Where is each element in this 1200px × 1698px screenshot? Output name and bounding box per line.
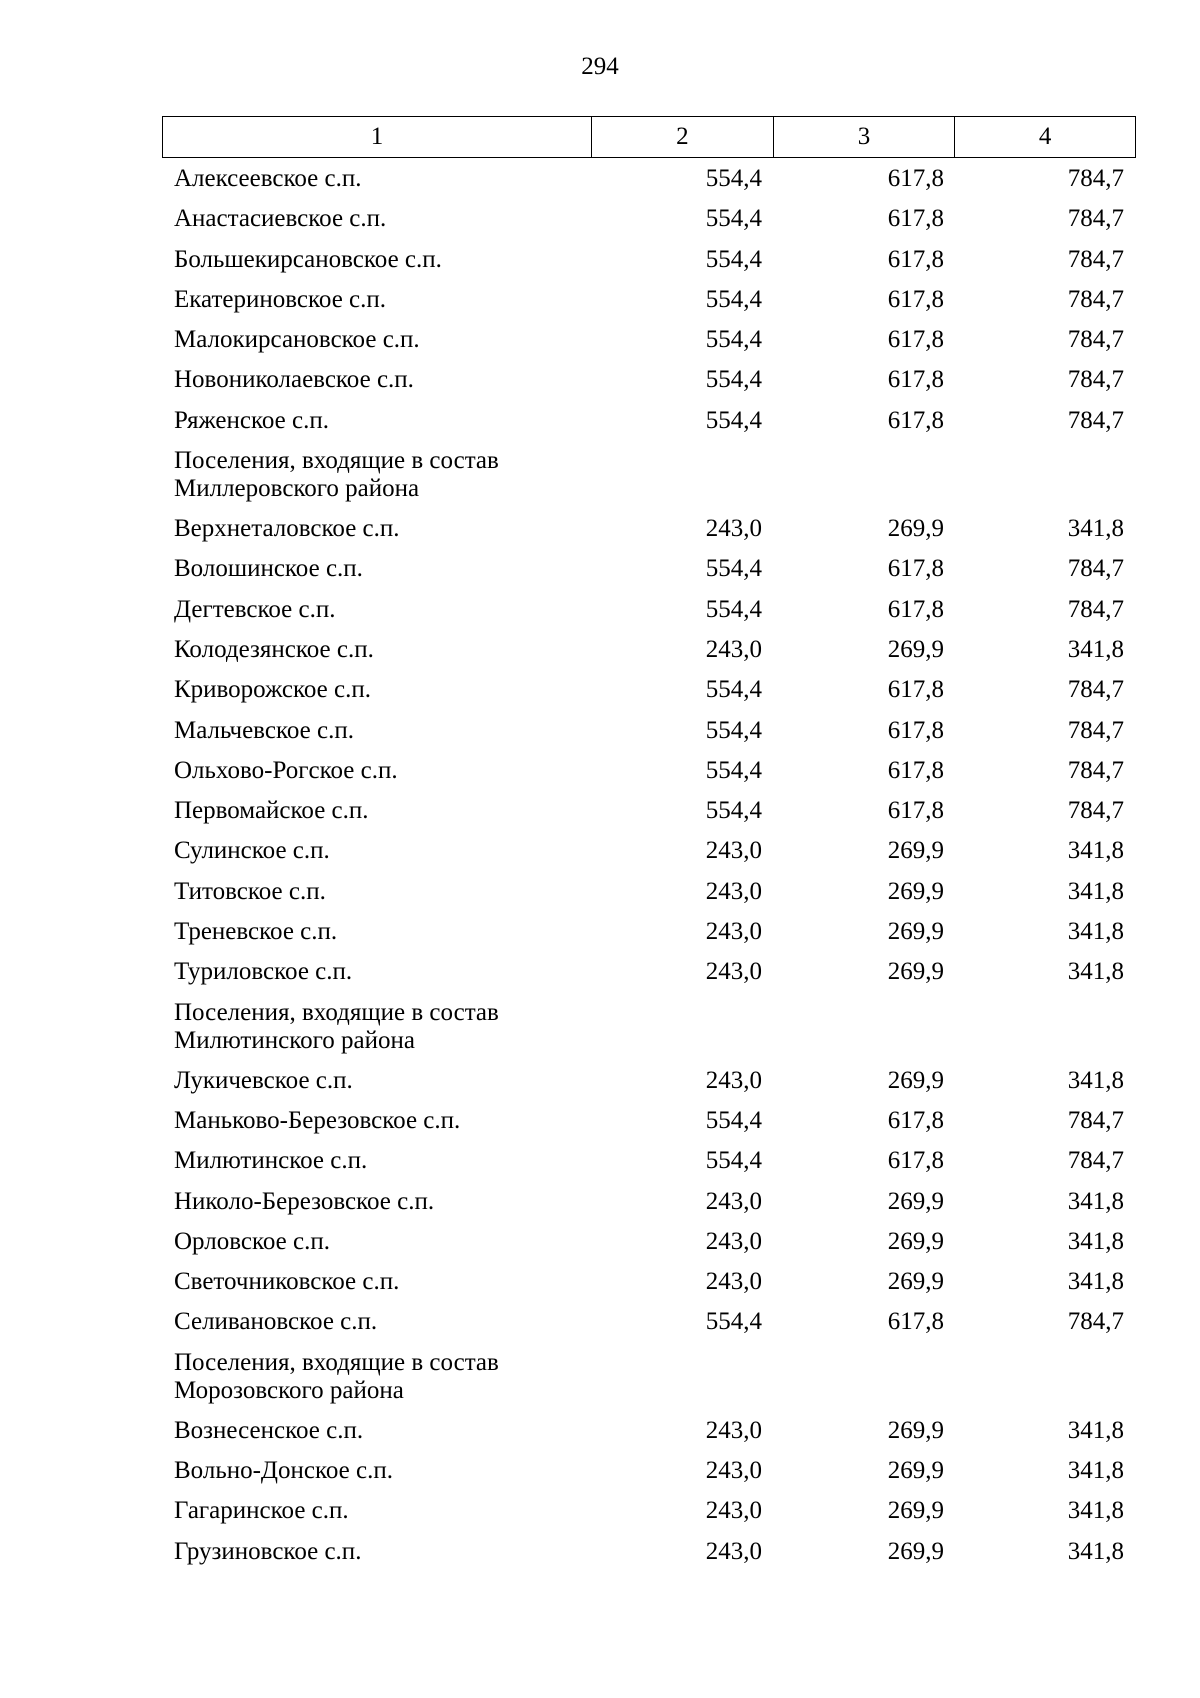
value-col-4: 784,7: [1067, 326, 1124, 354]
value-col-4: 341,8: [1067, 1187, 1124, 1215]
table-row: [162, 670, 1136, 710]
settlement-name: Сулинское с.п.: [174, 837, 330, 865]
value-col-3: 617,8: [887, 756, 944, 784]
value-col-4: 784,7: [1067, 285, 1124, 313]
table-row: [162, 1262, 1136, 1302]
settlement-name: Ольхово-Рогское с.п.: [174, 756, 398, 784]
value-col-3: 617,8: [887, 595, 944, 623]
value-col-4: 784,7: [1067, 1106, 1124, 1134]
settlement-name: Гагаринское с.п.: [174, 1497, 349, 1525]
settlement-name: Верхнеталовское с.п.: [174, 515, 400, 543]
table-row: [162, 590, 1136, 630]
value-col-4: 784,7: [1067, 366, 1124, 394]
settlement-name: Мальчевское с.п.: [174, 716, 354, 744]
value-col-3: 617,8: [887, 245, 944, 273]
group-heading: Поселения, входящие в состав Морозовского района: [174, 1348, 499, 1404]
value-col-3: 617,8: [887, 676, 944, 704]
value-col-3: 617,8: [887, 165, 944, 192]
value-col-2: 243,0: [705, 1066, 762, 1094]
column-header-1: 1: [163, 117, 592, 157]
value-col-4: 784,7: [1067, 797, 1124, 825]
value-col-3: 269,9: [887, 1416, 944, 1444]
table-row: [162, 159, 1136, 199]
settlement-name: Большекирсановское с.п.: [174, 245, 442, 273]
table-row: [162, 320, 1136, 360]
table-row: [162, 360, 1136, 400]
column-header-2: 2: [592, 117, 774, 157]
table-row: [162, 1302, 1136, 1342]
settlement-name: Вознесенское с.п.: [174, 1416, 364, 1444]
value-col-2: 554,4: [705, 1147, 762, 1175]
value-col-2: 554,4: [705, 406, 762, 434]
settlement-name: Алексеевское с.п.: [174, 165, 362, 192]
settlement-name: Селивановское с.п.: [174, 1308, 378, 1336]
value-col-3: 269,9: [887, 877, 944, 905]
value-col-2: 554,4: [705, 1106, 762, 1134]
value-col-3: 617,8: [887, 716, 944, 744]
table-row: [162, 1532, 1136, 1572]
value-col-4: 341,8: [1067, 515, 1124, 543]
value-col-4: 341,8: [1067, 1268, 1124, 1296]
value-col-3: 617,8: [887, 1106, 944, 1134]
table-row: [162, 1141, 1136, 1181]
settlement-name: Колодезянское с.п.: [174, 635, 374, 663]
table-row: [162, 401, 1136, 441]
table-row: [162, 1411, 1136, 1451]
value-col-2: 243,0: [705, 877, 762, 905]
value-col-2: 243,0: [705, 635, 762, 663]
settlement-name: Титовское с.п.: [174, 877, 326, 905]
value-col-4: 341,8: [1067, 1457, 1124, 1485]
table-row: [162, 1222, 1136, 1262]
settlement-name: Новониколаевское с.п.: [174, 366, 414, 394]
settlement-name: Анастасиевское с.п.: [174, 205, 387, 233]
group-heading-row: [162, 441, 1136, 509]
group-heading: Поселения, входящие в состав Милютинского района: [174, 998, 499, 1054]
settlement-name: Маньково-Березовское с.п.: [174, 1106, 461, 1134]
value-col-3: 617,8: [887, 1147, 944, 1175]
table-row: [162, 549, 1136, 589]
table-row: [162, 751, 1136, 791]
table-row: [162, 1101, 1136, 1141]
value-col-2: 554,4: [705, 1308, 762, 1336]
value-col-4: 341,8: [1067, 1497, 1124, 1525]
value-col-3: 617,8: [887, 326, 944, 354]
value-col-4: 784,7: [1067, 1308, 1124, 1336]
table-row: [162, 912, 1136, 952]
value-col-3: 617,8: [887, 797, 944, 825]
value-col-4: 784,7: [1067, 716, 1124, 744]
settlement-name: Туриловское с.п.: [174, 958, 353, 986]
value-col-4: 784,7: [1067, 205, 1124, 233]
value-col-4: 784,7: [1067, 1147, 1124, 1175]
value-col-3: 269,9: [887, 837, 944, 865]
value-col-2: 243,0: [705, 1268, 762, 1296]
value-col-2: 243,0: [705, 1497, 762, 1525]
value-col-4: 341,8: [1067, 1066, 1124, 1094]
value-col-3: 269,9: [887, 958, 944, 986]
value-col-4: 784,7: [1067, 555, 1124, 583]
table-row: [162, 872, 1136, 912]
value-col-4: 341,8: [1067, 958, 1124, 986]
value-col-3: 269,9: [887, 515, 944, 543]
page-number: 294: [581, 53, 619, 80]
value-col-2: 243,0: [705, 1187, 762, 1215]
table-row: [162, 831, 1136, 871]
column-header-3: 3: [774, 117, 956, 157]
value-col-4: 784,7: [1067, 245, 1124, 273]
value-col-2: 243,0: [705, 1227, 762, 1255]
value-col-4: 341,8: [1067, 1537, 1124, 1565]
table-row: [162, 1182, 1136, 1222]
value-col-4: 341,8: [1067, 1227, 1124, 1255]
value-col-4: 784,7: [1067, 756, 1124, 784]
value-col-2: 554,4: [705, 716, 762, 744]
value-col-2: 554,4: [705, 245, 762, 273]
table-row: [162, 1451, 1136, 1491]
value-col-4: 784,7: [1067, 406, 1124, 434]
settlement-name: Светочниковское с.п.: [174, 1268, 400, 1296]
group-heading-row: [162, 993, 1136, 1061]
value-col-3: 269,9: [887, 1268, 944, 1296]
value-col-4: 341,8: [1067, 918, 1124, 946]
table-row: [162, 711, 1136, 751]
value-col-2: 554,4: [705, 205, 762, 233]
group-heading-row: [162, 1343, 1136, 1411]
value-col-2: 243,0: [705, 515, 762, 543]
value-col-2: 554,4: [705, 366, 762, 394]
value-col-3: 617,8: [887, 1308, 944, 1336]
settlement-name: Криворожское с.п.: [174, 676, 371, 704]
table-row: [162, 791, 1136, 831]
settlement-name: Вольно-Донское с.п.: [174, 1457, 393, 1485]
value-col-2: 243,0: [705, 918, 762, 946]
column-header-4: 4: [1038, 123, 1052, 150]
settlement-name: Малокирсановское с.п.: [174, 326, 420, 354]
table-body: [162, 159, 1136, 1572]
settlement-name: Лукичевское с.п.: [174, 1066, 353, 1094]
value-col-2: 554,4: [705, 555, 762, 583]
value-col-3: 617,8: [887, 406, 944, 434]
settlement-name: Ряженское с.п.: [174, 406, 329, 434]
settlement-name: Волошинское с.п.: [174, 555, 363, 583]
value-col-3: 617,8: [887, 205, 944, 233]
settlement-name: Орловское с.п.: [174, 1227, 330, 1255]
value-col-2: 554,4: [705, 165, 762, 192]
value-col-2: 243,0: [705, 1416, 762, 1444]
value-col-3: 617,8: [887, 555, 944, 583]
value-col-2: 554,4: [705, 595, 762, 623]
value-col-3: 269,9: [887, 635, 944, 663]
settlement-name: Первомайское с.п.: [174, 797, 369, 825]
value-col-2: 554,4: [705, 756, 762, 784]
settlement-name: Грузиновское с.п.: [174, 1537, 362, 1565]
value-col-3: 269,9: [887, 1457, 944, 1485]
value-col-3: 269,9: [887, 1066, 944, 1094]
value-col-2: 554,4: [705, 797, 762, 825]
table-row: [162, 280, 1136, 320]
settlement-name: Николо-Березовское с.п.: [174, 1187, 435, 1215]
value-col-3: 269,9: [887, 1187, 944, 1215]
settlement-name: Треневское с.п.: [174, 918, 338, 946]
value-col-4: 341,8: [1067, 837, 1124, 865]
value-col-3: 617,8: [887, 285, 944, 313]
table-row: [162, 509, 1136, 549]
value-col-2: 554,4: [705, 676, 762, 704]
value-col-3: 617,8: [887, 366, 944, 394]
value-col-3: 269,9: [887, 1497, 944, 1525]
settlement-name: Дегтевское с.п.: [174, 595, 336, 623]
table-row: [162, 199, 1136, 239]
value-col-4: 784,7: [1067, 595, 1124, 623]
group-heading: Поселения, входящие в состав Миллеровского района: [174, 447, 499, 503]
table-row: [162, 952, 1136, 992]
value-col-4: 341,8: [1067, 1416, 1124, 1444]
value-col-4: 341,8: [1067, 877, 1124, 905]
value-col-2: 243,0: [705, 837, 762, 865]
settlement-name: Екатериновское с.п.: [174, 285, 387, 313]
value-col-2: 243,0: [705, 958, 762, 986]
table-row: [162, 1491, 1136, 1531]
table-row: [162, 630, 1136, 670]
value-col-4: 784,7: [1067, 676, 1124, 704]
table-row: [162, 240, 1136, 280]
settlement-name: Милютинское с.п.: [174, 1147, 368, 1175]
value-col-3: 269,9: [887, 1227, 944, 1255]
value-col-2: 243,0: [705, 1457, 762, 1485]
table-header: [162, 116, 1136, 158]
value-col-2: 243,0: [705, 1537, 762, 1565]
value-col-3: 269,9: [887, 918, 944, 946]
value-col-2: 554,4: [705, 326, 762, 354]
value-col-4: 341,8: [1067, 635, 1124, 663]
value-col-2: 554,4: [705, 285, 762, 313]
table-row: [162, 1061, 1136, 1101]
value-col-4: 784,7: [1067, 165, 1124, 192]
value-col-3: 269,9: [887, 1537, 944, 1565]
